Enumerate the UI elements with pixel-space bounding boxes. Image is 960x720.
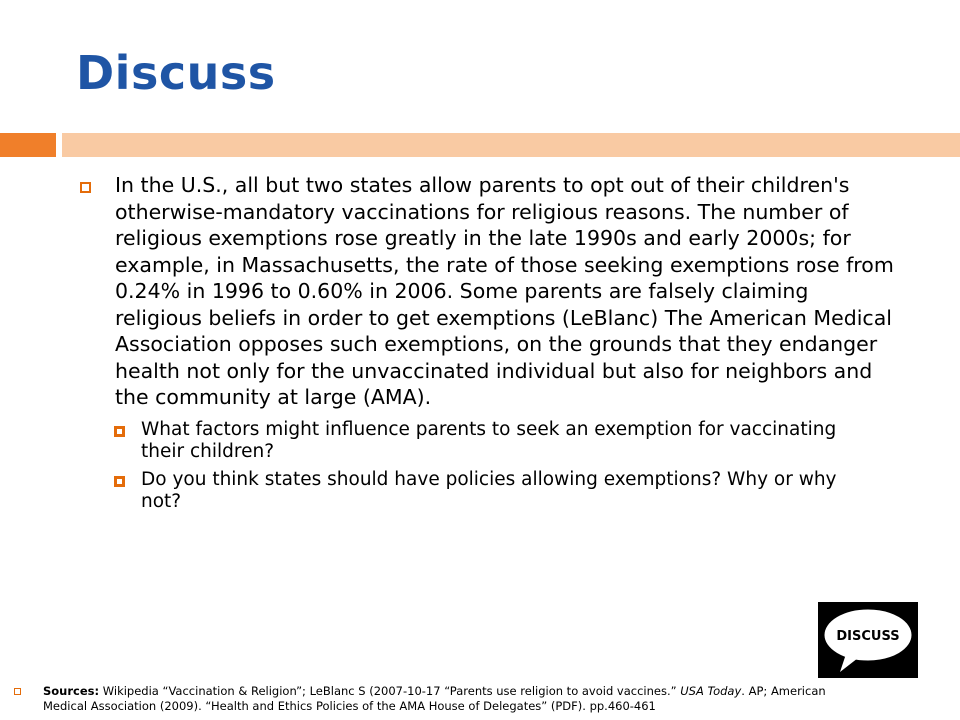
accent-bar-left xyxy=(0,133,56,157)
main-bullet xyxy=(70,172,900,411)
sub-bullet-text: Do you think states should have policies allowing exemptions? Why or why not? xyxy=(141,468,837,512)
speech-bubble-icon xyxy=(818,602,918,678)
hollow-square-bullet-icon xyxy=(14,688,21,695)
discuss-image-label: DISCUSS xyxy=(836,629,900,644)
sources-footnote xyxy=(14,684,844,714)
hollow-square-bullet-icon xyxy=(80,182,91,193)
slide-content xyxy=(70,172,900,519)
accent-bar-right xyxy=(62,133,960,157)
sub-bullet xyxy=(114,469,900,513)
sources-publication: USA Today xyxy=(680,684,742,698)
sources-label: Sources: xyxy=(43,684,100,698)
sub-bullet xyxy=(114,419,900,463)
main-bullet-text: In the U.S., all but two states allow parents to opt out of their children's otherwise-mandatory vaccinations for religious reasons. The number of religious exemptions rose greatly in the late 1990s and early 2000s; for example, in Massachusetts, the rate of those seeking exemptions rose from 0.24% in 1996 to 0.60% in 2006. Some parents are falsely claiming religious beliefs in order to get exemptions (LeBlanc) The American Medical Association opposes such exemptions, on the grounds that they endanger health not only for the unvaccinated individual but also for neighbors and the community at large (AMA). xyxy=(115,173,894,409)
square-bullet-icon xyxy=(114,476,125,487)
sources-text xyxy=(43,684,844,714)
square-bullet-icon xyxy=(114,426,125,437)
sources-part1: Wikipedia “Vaccination & Religion”; LeBlanc S (2007-10-17 “Parents use religion to avoid vaccines.” xyxy=(99,684,681,698)
slide-title: Discuss xyxy=(76,46,276,100)
discuss-speech-bubble-image xyxy=(818,602,918,678)
sources-part2: . AP; American Medical Association (2009). “Health and Ethics Policies of the AMA House of Delegates” (PDF). pp.460-461 xyxy=(43,684,826,713)
sub-bullet-list xyxy=(70,419,900,513)
sub-bullet-text: What factors might influence parents to seek an exemption for vaccinating their children? xyxy=(141,418,837,462)
